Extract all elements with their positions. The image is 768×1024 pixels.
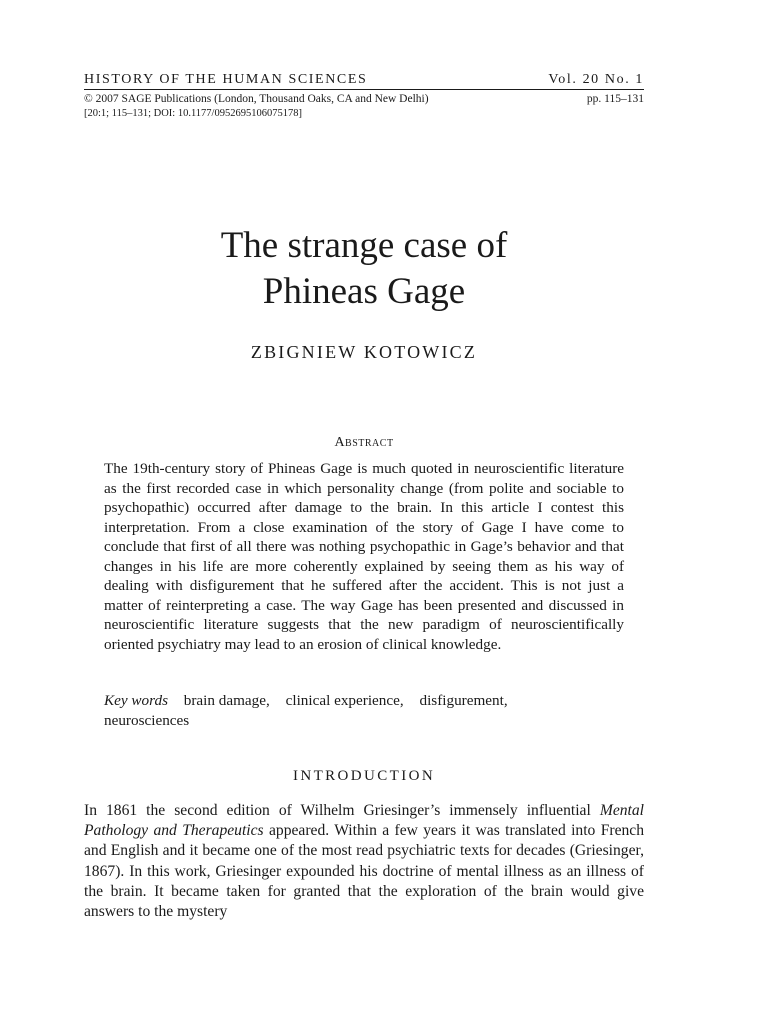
paragraph-text-start: In 1861 the second edition of Wilhelm Griesinger’s immensely influential bbox=[84, 802, 600, 819]
paragraph-text-end: appeared. Within a few years it was translated into French and English and it became one of the most read psychiatric texts for decades (Griesinger, 1867). In this work, Griesinger expounded his doctrine of mental illness as an illness of the brain. It became taken for granted that the exploration of the brain would give answers to the mystery bbox=[84, 822, 644, 921]
keywords-label: Key words bbox=[104, 692, 168, 709]
article-title bbox=[84, 223, 644, 315]
publisher-info: © 2007 SAGE Publications (London, Thousand Oaks, CA and New Delhi) bbox=[84, 93, 429, 105]
doi-line: [20:1; 115–131; DOI: 10.1177/0952695106075178] bbox=[84, 108, 302, 119]
journal-name: HISTORY OF THE HUMAN SCIENCES bbox=[84, 72, 368, 87]
running-head bbox=[84, 72, 644, 121]
title-line-2: Phineas Gage bbox=[262, 271, 466, 312]
running-head-top-line bbox=[84, 72, 644, 90]
title-line-1: The strange case of bbox=[220, 225, 508, 266]
volume-number: Vol. 20 No. 1 bbox=[548, 72, 644, 87]
publisher-line bbox=[84, 92, 644, 107]
keywords bbox=[104, 691, 624, 730]
keyword-item: disfigurement, bbox=[419, 692, 508, 709]
keyword-item: clinical experience, bbox=[285, 692, 404, 709]
author-name: ZBIGNIEW KOTOWICZ bbox=[250, 342, 478, 362]
abstract-text: The 19th-century story of Phineas Gage is much quoted in neuroscientific literature as the first recorded case in which personality change (from polite and sociable to psychopathic) occurred after damage to the brain. In this article I contest this interpretation. From a close examination of the story of Gage I have come to conclude that first of all there was nothing psychopathic in Gage’s behavior and that changes in his life are more coherently explained by seeing them as his way of dealing with disfigurement that he suffered after the accident. This is not just a matter of reinterpreting a case. The way Gage has been presented and discussed in neuroscientific literature suggests that the new paradigm of neuroscientifically oriented psychiatry may lead to an erosion of clinical knowledge. bbox=[104, 460, 624, 653]
abstract-heading: Abstract bbox=[334, 435, 394, 450]
introduction-paragraph bbox=[84, 801, 644, 922]
page-range: pp. 115–131 bbox=[586, 93, 644, 105]
book-title: Mental Pathology and Therapeutics bbox=[84, 802, 644, 840]
keyword-item: neurosciences bbox=[104, 711, 190, 729]
keyword-item: brain damage, bbox=[183, 692, 270, 709]
section-heading-introduction: INTRODUCTION bbox=[292, 768, 436, 784]
